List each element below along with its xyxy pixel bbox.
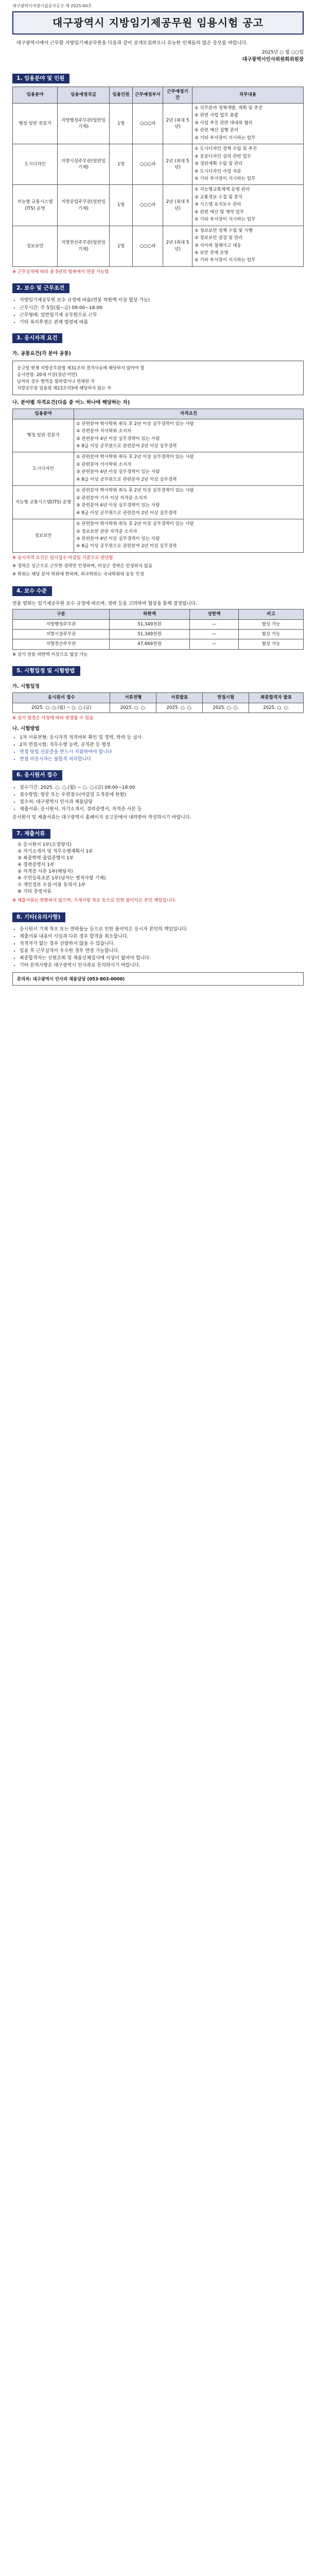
subheading: 가. 공통요건(각 분야 공통) (12, 350, 71, 357)
table-header: 자격요건 (74, 409, 304, 419)
section-title-salary: 4. 보수 수준 (12, 586, 52, 596)
position-period: 2년 (최대 5년) (163, 185, 192, 226)
table-header: 하한액 (110, 609, 190, 619)
section-title-positions: 1. 임용분야 및 인원 (12, 74, 69, 83)
qualification-list (74, 419, 304, 452)
table-header: 구분 (13, 609, 110, 619)
position-grade: 지방전산주무관(일반임기제) (58, 226, 110, 266)
qualification-list (74, 452, 304, 486)
requirement-item: 지방공무원 임용령 제13조의5에 해당하지 않는 자 (17, 385, 112, 391)
duty-item: ② 공공디자인 심의 관련 업무 (195, 154, 251, 159)
table-row (13, 639, 304, 649)
table-header: 응시원서 접수 (13, 693, 110, 703)
document-item: ⑧ 기타 증빙서류 (17, 889, 51, 895)
table-header: 상한액 (190, 609, 239, 619)
table-row (13, 519, 304, 553)
qualification-item: ④ 8급 이상 공무원으로 관련분야 2년 이상 실무경력 (76, 544, 177, 549)
duty-item: ⑤ 기타 부서장이 지시하는 업무 (195, 217, 256, 223)
duty-item: ② 정보보안 점검 및 관리 (195, 235, 243, 241)
salary-min: 51,349천원 (110, 629, 190, 639)
document-item: ③ 최종학력 졸업증명서 1부 (17, 856, 74, 861)
qualification-item: ① 관련분야 학사학위 취득 후 2년 이상 실무경력이 있는 사람 (76, 488, 194, 494)
table-row (13, 486, 304, 519)
application-list (12, 785, 304, 813)
duty-item: ① 도시디자인 정책 수립 및 추진 (195, 146, 257, 152)
duty-item: ③ 사업 추진 관련 대내외 협의 (195, 120, 253, 126)
exam-method-list (12, 735, 304, 763)
duty-item: ③ 경관계획 수립 및 관리 (195, 161, 243, 167)
list-item: • 기타 문의사항은 대구광역시 인사과로 문의하시기 바랍니다. (20, 962, 304, 969)
salary-kind: 지방행정주무관 (13, 619, 110, 629)
notice-list (12, 926, 304, 969)
eligibility-note: ※ 응시자격 요건은 원서접수 마감일 기준으로 판단함 (12, 555, 113, 561)
table-row (13, 419, 304, 452)
subheading: 나. 시험방법 (12, 726, 40, 732)
qualification-item: ② 관련분야 석사학위 소지자 (76, 429, 132, 434)
salary-note: 협상 가능 (239, 639, 304, 649)
position-period: 2년 (최대 5년) (163, 144, 192, 185)
qualification-area: 도시디자인 (13, 452, 74, 486)
salary-note: 협상 가능 (239, 629, 304, 639)
position-dept: ○○○과 (133, 185, 163, 226)
contact-info: 문의처: 대구광역시 인사과 채용담당 (053-803-0000) (12, 972, 304, 986)
salary-min: 47,669천원 (110, 639, 190, 649)
eligibility-note: ※ 경력은 상근으로 근무한 경력만 인정하며, 비상근 경력은 인정하지 않음 (12, 564, 153, 569)
duty-item: ⑤ 기타 부서장이 지시하는 업무 (195, 258, 256, 263)
table-header: 비고 (239, 609, 304, 619)
subheading: 나. 분야별 자격요건(다음 중 어느 하나에 해당하는 자) (12, 400, 130, 406)
salary-description: 연봉 범위는 임기제공무원 보수 규정에 따르며, 경력 등을 고려하여 협상을 통해 결정됩니다. (12, 601, 197, 607)
list-item: • 근무형태: 일반임기제 공무원으로 근무 (20, 312, 304, 319)
documents-note: ※ 제출서류는 반환하지 않으며, 기재사항 착오 등으로 인한 불이익은 본인 책임입니다. (12, 898, 177, 904)
table-header: 임용예정직급 (58, 87, 110, 103)
announcement-page (0, 0, 316, 994)
qualification-item: ① 관련분야 학사학위 취득 후 2년 이상 실무경력이 있는 사람 (76, 421, 194, 427)
salary-kind: 지방전산주무관 (13, 639, 110, 649)
duty-item: ④ 관련 예산 및 계약 업무 (195, 209, 244, 215)
salary-kind: 지방시설주무관 (13, 629, 110, 639)
section-title-application: 6. 응시원서 접수 (12, 770, 62, 780)
duty-item: ① 직무분야 정책개발, 계획 및 추진 (195, 105, 263, 111)
qualification-item: ① 관련분야 학사학위 취득 후 2년 이상 실무경력이 있는 사람 (76, 454, 194, 460)
document-item: ② 자기소개서 및 직무수행계획서 1부 (17, 849, 93, 855)
document-item: ④ 경력증명서 1부 (17, 862, 55, 868)
positions-note: ※ 근무실적에 따라 총 5년의 범위에서 연장 가능함 (12, 269, 109, 275)
positions-table (12, 87, 304, 267)
duty-item: ④ 관련 예산 집행 관리 (195, 128, 239, 133)
schedule-cell: 2025. ○. ○.(월) ~ ○. ○.(금) (13, 703, 110, 713)
list-item: • 응시원서 기재 착오 또는 연락불능 등으로 인한 불이익은 응시자 본인의 책임입니다. (20, 926, 304, 933)
table-row (13, 144, 304, 185)
position-count: 1명 (110, 103, 133, 144)
qualification-area: 지능형 교통시스템(ITS) 운영 (13, 486, 74, 519)
table-header: 최종합격자 발표 (249, 693, 304, 703)
position-count: 1명 (110, 144, 133, 185)
table-header: 직무내용 (192, 87, 304, 103)
section-title-documents: 7. 제출서류 (12, 829, 50, 839)
duty-item: ① 지능형교통체계 운영 관리 (195, 187, 250, 193)
table-header: 임용분야 (13, 87, 58, 103)
position-area: 도시디자인 (13, 144, 58, 185)
document-item: ⑤ 자격증 사본 1부(해당자) (17, 869, 73, 875)
qualification-list (74, 486, 304, 519)
list-item: • 적격자가 없는 경우 선발하지 않을 수 있습니다. (20, 941, 304, 947)
document-item: ⑥ 주민등록초본 1부(남자는 병적사항 기재) (17, 876, 106, 882)
table-row (13, 703, 304, 713)
position-area: 지능형 교통시스템(ITS) 운영 (13, 185, 58, 226)
duty-item: ② 관련 사업 업무 총괄 (195, 113, 239, 118)
table-header: 서류전형 (110, 693, 156, 703)
document-item: ⑦ 개인정보 수집·이용 동의서 1부 (17, 883, 86, 888)
list-item: • 접수처: 대구광역시 인사과 채용담당 (20, 799, 304, 806)
table-row (13, 619, 304, 629)
duty-item: ② 교통정보 수집 및 분석 (195, 194, 243, 200)
application-description: 응시원서 및 제출서류는 대구광역시 홈페이지 공고문에서 내려받아 작성하시기 바랍니다. (12, 815, 191, 820)
intro-text: 대구광역시에서 근무할 지방임기제공무원을 다음과 같이 공개모집하오니 유능한 인재들의 많은 응모를 바랍니다. (16, 40, 248, 46)
duty-item: ① 정보보안 정책 수립 및 시행 (195, 228, 253, 233)
position-duties (192, 144, 304, 185)
list-item: • 제출서류 내용이 사실과 다른 경우 합격을 취소합니다. (20, 934, 304, 940)
schedule-cell: 2025. ○. ○. (156, 703, 203, 713)
page-title: 대구광역시 지방임기제공무원 임용시험 공고 (12, 11, 304, 35)
position-grade: 지방공업주무관(일반임기제) (58, 185, 110, 226)
document-item: ① 응시원서 1부(소정양식) (17, 842, 72, 848)
schedule-cell: 2025. ○. ○. (110, 703, 156, 713)
qualification-item: ③ 관련분야 4년 이상 실무경력이 있는 사람 (76, 469, 160, 475)
section-title-eligibility: 3. 응시자격 요건 (12, 333, 62, 343)
issuing-organization: 대구광역시인사위원회위원장 (242, 56, 304, 62)
qualification-area: 정보보안 (13, 519, 74, 553)
section-title-notice: 8. 기타(유의사항) (12, 912, 65, 922)
requirement-item: 공고일 현재 지방공무원법 제31조의 결격사유에 해당하지 않아야 함 (17, 365, 145, 370)
duty-item: ④ 도시디자인 사업 자문 (195, 168, 241, 174)
qualification-item: ② 관련분야 석사학위 소지자 (76, 462, 132, 467)
schedule-note: ※ 상기 일정은 사정에 따라 변경될 수 있음 (12, 716, 94, 721)
table-header: 임용인원 (110, 87, 133, 103)
salary-note: 협상 가능 (239, 619, 304, 629)
section-title-schedule: 5. 시험일정 및 시험방법 (12, 666, 80, 676)
salary-footnote: ※ 상기 연봉 하한액 이상으로 협상 가능 (12, 652, 88, 657)
table-header: 면접시험 (203, 693, 249, 703)
list-item: • 접수방법: 방문 또는 우편접수(마감일 도착분에 한함) (20, 792, 304, 799)
qualification-item: ① 관련분야 학사학위 취득 후 2년 이상 실무경력이 있는 사람 (76, 521, 194, 527)
duty-item: ⑤ 기타 부서장이 지시하는 업무 (195, 135, 256, 141)
qualification-item: ③ 관련분야 4년 이상 실무경력이 있는 사람 (76, 503, 160, 509)
schedule-table (12, 692, 304, 713)
position-count: 1명 (110, 185, 133, 226)
list-item: • 최종합격자는 신원조회 및 채용신체검사에 이상이 없어야 합니다. (20, 955, 304, 962)
duty-item: ③ 사이버 침해사고 대응 (195, 243, 241, 248)
list-item: • 임용 후 근무실적이 우수한 경우 연장 가능합니다. (20, 948, 304, 955)
table-row (13, 103, 304, 144)
qualification-item: ④ 8급 이상 공무원으로 관련분야 2년 이상 실무경력 (76, 443, 177, 449)
salary-table (12, 609, 304, 650)
qualification-item: ④ 8급 이상 공무원으로 관련분야 2년 이상 실무경력 (76, 477, 177, 482)
qualification-list (74, 519, 304, 553)
schedule-cell: 2025. ○. ○. (249, 703, 304, 713)
position-period: 2년 (최대 5년) (163, 103, 192, 144)
table-header: 임용분야 (13, 409, 74, 419)
list-item: • 2차 면접시험: 직무수행 능력, 공직관 등 평정 (20, 742, 304, 749)
position-dept: ○○○과 (133, 226, 163, 266)
document-number: 대구광역시지방시설공사공고 제 2025-00호 (12, 4, 92, 8)
table-row (13, 629, 304, 639)
position-dept: ○○○과 (133, 103, 163, 144)
table-row (13, 185, 304, 226)
position-area: 정보보안 (13, 226, 58, 266)
conditions-list (12, 297, 304, 326)
salary-min: 51,349천원 (110, 619, 190, 629)
qualification-item: ② 정보보안 관련 자격증 소지자 (76, 529, 137, 534)
schedule-cell: 2025. ○. ○. (203, 703, 249, 713)
position-area: 행정 일반 전문가 (13, 103, 58, 144)
eligibility-note: ※ 학위는 해당 분야 학위에 한하며, 외국학위는 국내학위와 동등 인정 (12, 572, 144, 578)
list-item: • 근무시간: 주 5일(월~금) 09:00~18:00 (20, 305, 304, 312)
list-item: • 1차 서류전형: 응시자격 적격여부 확인 및 경력, 학력 등 심사 (20, 735, 304, 741)
list-item: • 지방임기제공무원 보수 규정에 따름(연봉 하한액 이상 협상 가능) (20, 297, 304, 304)
table-row (13, 226, 304, 266)
table-header: 근무예정부서 (133, 87, 163, 103)
qualification-table (12, 409, 304, 553)
duty-item: ⑤ 기타 부서장이 지시하는 업무 (195, 176, 256, 181)
position-count: 1명 (110, 226, 133, 266)
duty-item: ③ 시스템 유지보수 관리 (195, 202, 241, 208)
list-item: • 제출서류: 응시원서, 자기소개서, 경력증명서, 자격증 사본 등 (20, 806, 304, 813)
documents-list (12, 842, 304, 895)
salary-max: — (190, 619, 239, 629)
announcement-date: 2025년 ○ 월 ○○일 (261, 49, 304, 55)
list-item: • 접수기간: 2025. ○. ○.(월) ~ ○. ○.(금) 09:00~18:00 (20, 785, 304, 791)
qualification-item: ③ 관련분야 4년 이상 실무경력이 있는 사람 (76, 536, 160, 541)
position-grade: 지방행정주무관(일반임기제) (58, 103, 110, 144)
requirement-item: 남자의 경우 병역을 필하였거나 면제된 자 (17, 379, 95, 384)
position-grade: 지방시설주무관(일반임기제) (58, 144, 110, 185)
section-title-conditions: 2. 보수 및 근무조건 (12, 283, 69, 293)
salary-max: — (190, 639, 239, 649)
list-item: • 면접 당일 신분증을 반드시 지참하여야 합니다 (20, 749, 304, 756)
qualification-area: 행정 일반 전문가 (13, 419, 74, 452)
salary-max: — (190, 629, 239, 639)
qualification-item: ③ 관련분야 4년 이상 실무경력이 있는 사람 (76, 436, 160, 442)
common-requirements-box (12, 361, 304, 396)
position-period: 2년 (최대 5년) (163, 226, 192, 266)
list-item: • 기타 복리후생은 관계 법령에 따름 (20, 319, 304, 326)
position-duties (192, 185, 304, 226)
position-duties (192, 103, 304, 144)
table-header: 근무예정기간 (163, 87, 192, 103)
requirement-item: 응시연령: 20세 이상(정년 미만) (17, 371, 77, 377)
duty-item: ④ 보안 관제 운영 (195, 250, 229, 256)
position-dept: ○○○과 (133, 144, 163, 185)
table-row (13, 452, 304, 486)
qualification-item: ④ 8급 이상 공무원으로 관련분야 2년 이상 실무경력 (76, 510, 177, 516)
qualification-item: ② 관련분야 기사 이상 자격증 소지자 (76, 495, 147, 501)
table-header: 서류발표 (156, 693, 203, 703)
subheading: 가. 시험일정 (12, 684, 40, 690)
list-item: • 면접 미응시자는 불합격 처리합니다 (20, 756, 304, 763)
position-duties (192, 226, 304, 266)
